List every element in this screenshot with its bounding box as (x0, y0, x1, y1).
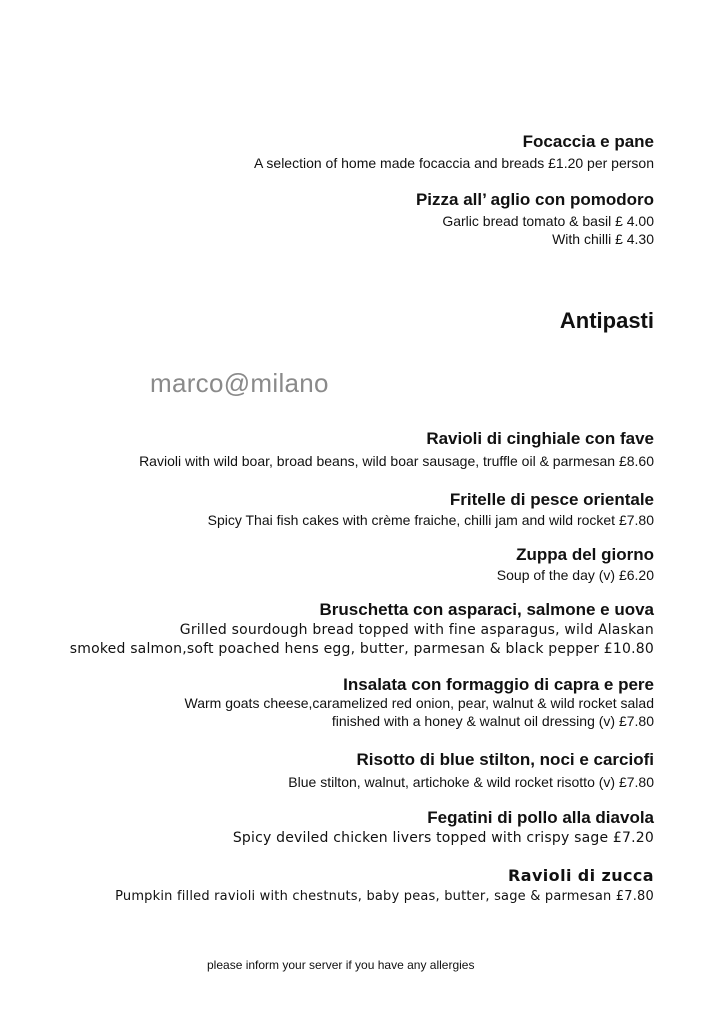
dish-title: Ravioli di zucca (508, 866, 654, 885)
dish-description: With chilli £ 4.30 (552, 231, 654, 247)
dish-description: Warm goats cheese,caramelized red onion, pear, walnut & wild rocket salad (184, 695, 654, 711)
dish-title: Risotto di blue stilton, noci e carciofi (356, 750, 654, 769)
dish-description: Garlic bread tomato & basil £ 4.00 (442, 213, 654, 229)
dish-title: Pizza all’ aglio con pomodoro (415, 190, 654, 209)
dish-description: finished with a honey & walnut oil dressing (v) £7.80 (331, 713, 654, 729)
dish-title: Ravioli di cinghiale con fave (426, 429, 654, 448)
dish-description: Soup of the day (v) £6.20 (496, 567, 654, 583)
allergy-note: please inform your server if you have any allergies (207, 958, 475, 972)
dish-title: Zuppa del giorno (516, 545, 654, 564)
dish-description: Blue stilton, walnut, artichoke & wild rocket risotto (v) £7.80 (288, 774, 654, 790)
dish-description: A selection of home made focaccia and breads £1.20 per person (253, 155, 654, 171)
dish-title: Focaccia e pane (522, 132, 654, 151)
dish-description: Ravioli with wild boar, broad beans, wild boar sausage, truffle oil & parmesan £8.60 (139, 453, 654, 469)
dish-description: Spicy Thai fish cakes with crème fraiche, chilli jam and wild rocket £7.80 (207, 512, 654, 528)
dish-description: Spicy deviled chicken livers topped with crispy sage £7.20 (232, 830, 654, 846)
section-title: Antipasti (559, 308, 654, 333)
dish-description: smoked salmon,soft poached hens egg, butter, parmesan & black pepper £10.80 (69, 641, 654, 657)
dish-description: Grilled sourdough bread topped with fine asparagus, wild Alaskan (179, 622, 654, 638)
dish-title: Fegatini di pollo alla diavola (427, 808, 654, 827)
dish-title: Bruschetta con asparaci, salmone e uova (319, 600, 654, 619)
dish-title: Insalata con formaggio di capra e pere (343, 675, 654, 694)
brand-logo-text: marco@milano (150, 368, 329, 398)
dish-title: Fritelle di pesce orientale (449, 490, 654, 509)
dish-description: Pumpkin filled ravioli with chestnuts, baby peas, butter, sage & parmesan £7.80 (115, 889, 654, 904)
